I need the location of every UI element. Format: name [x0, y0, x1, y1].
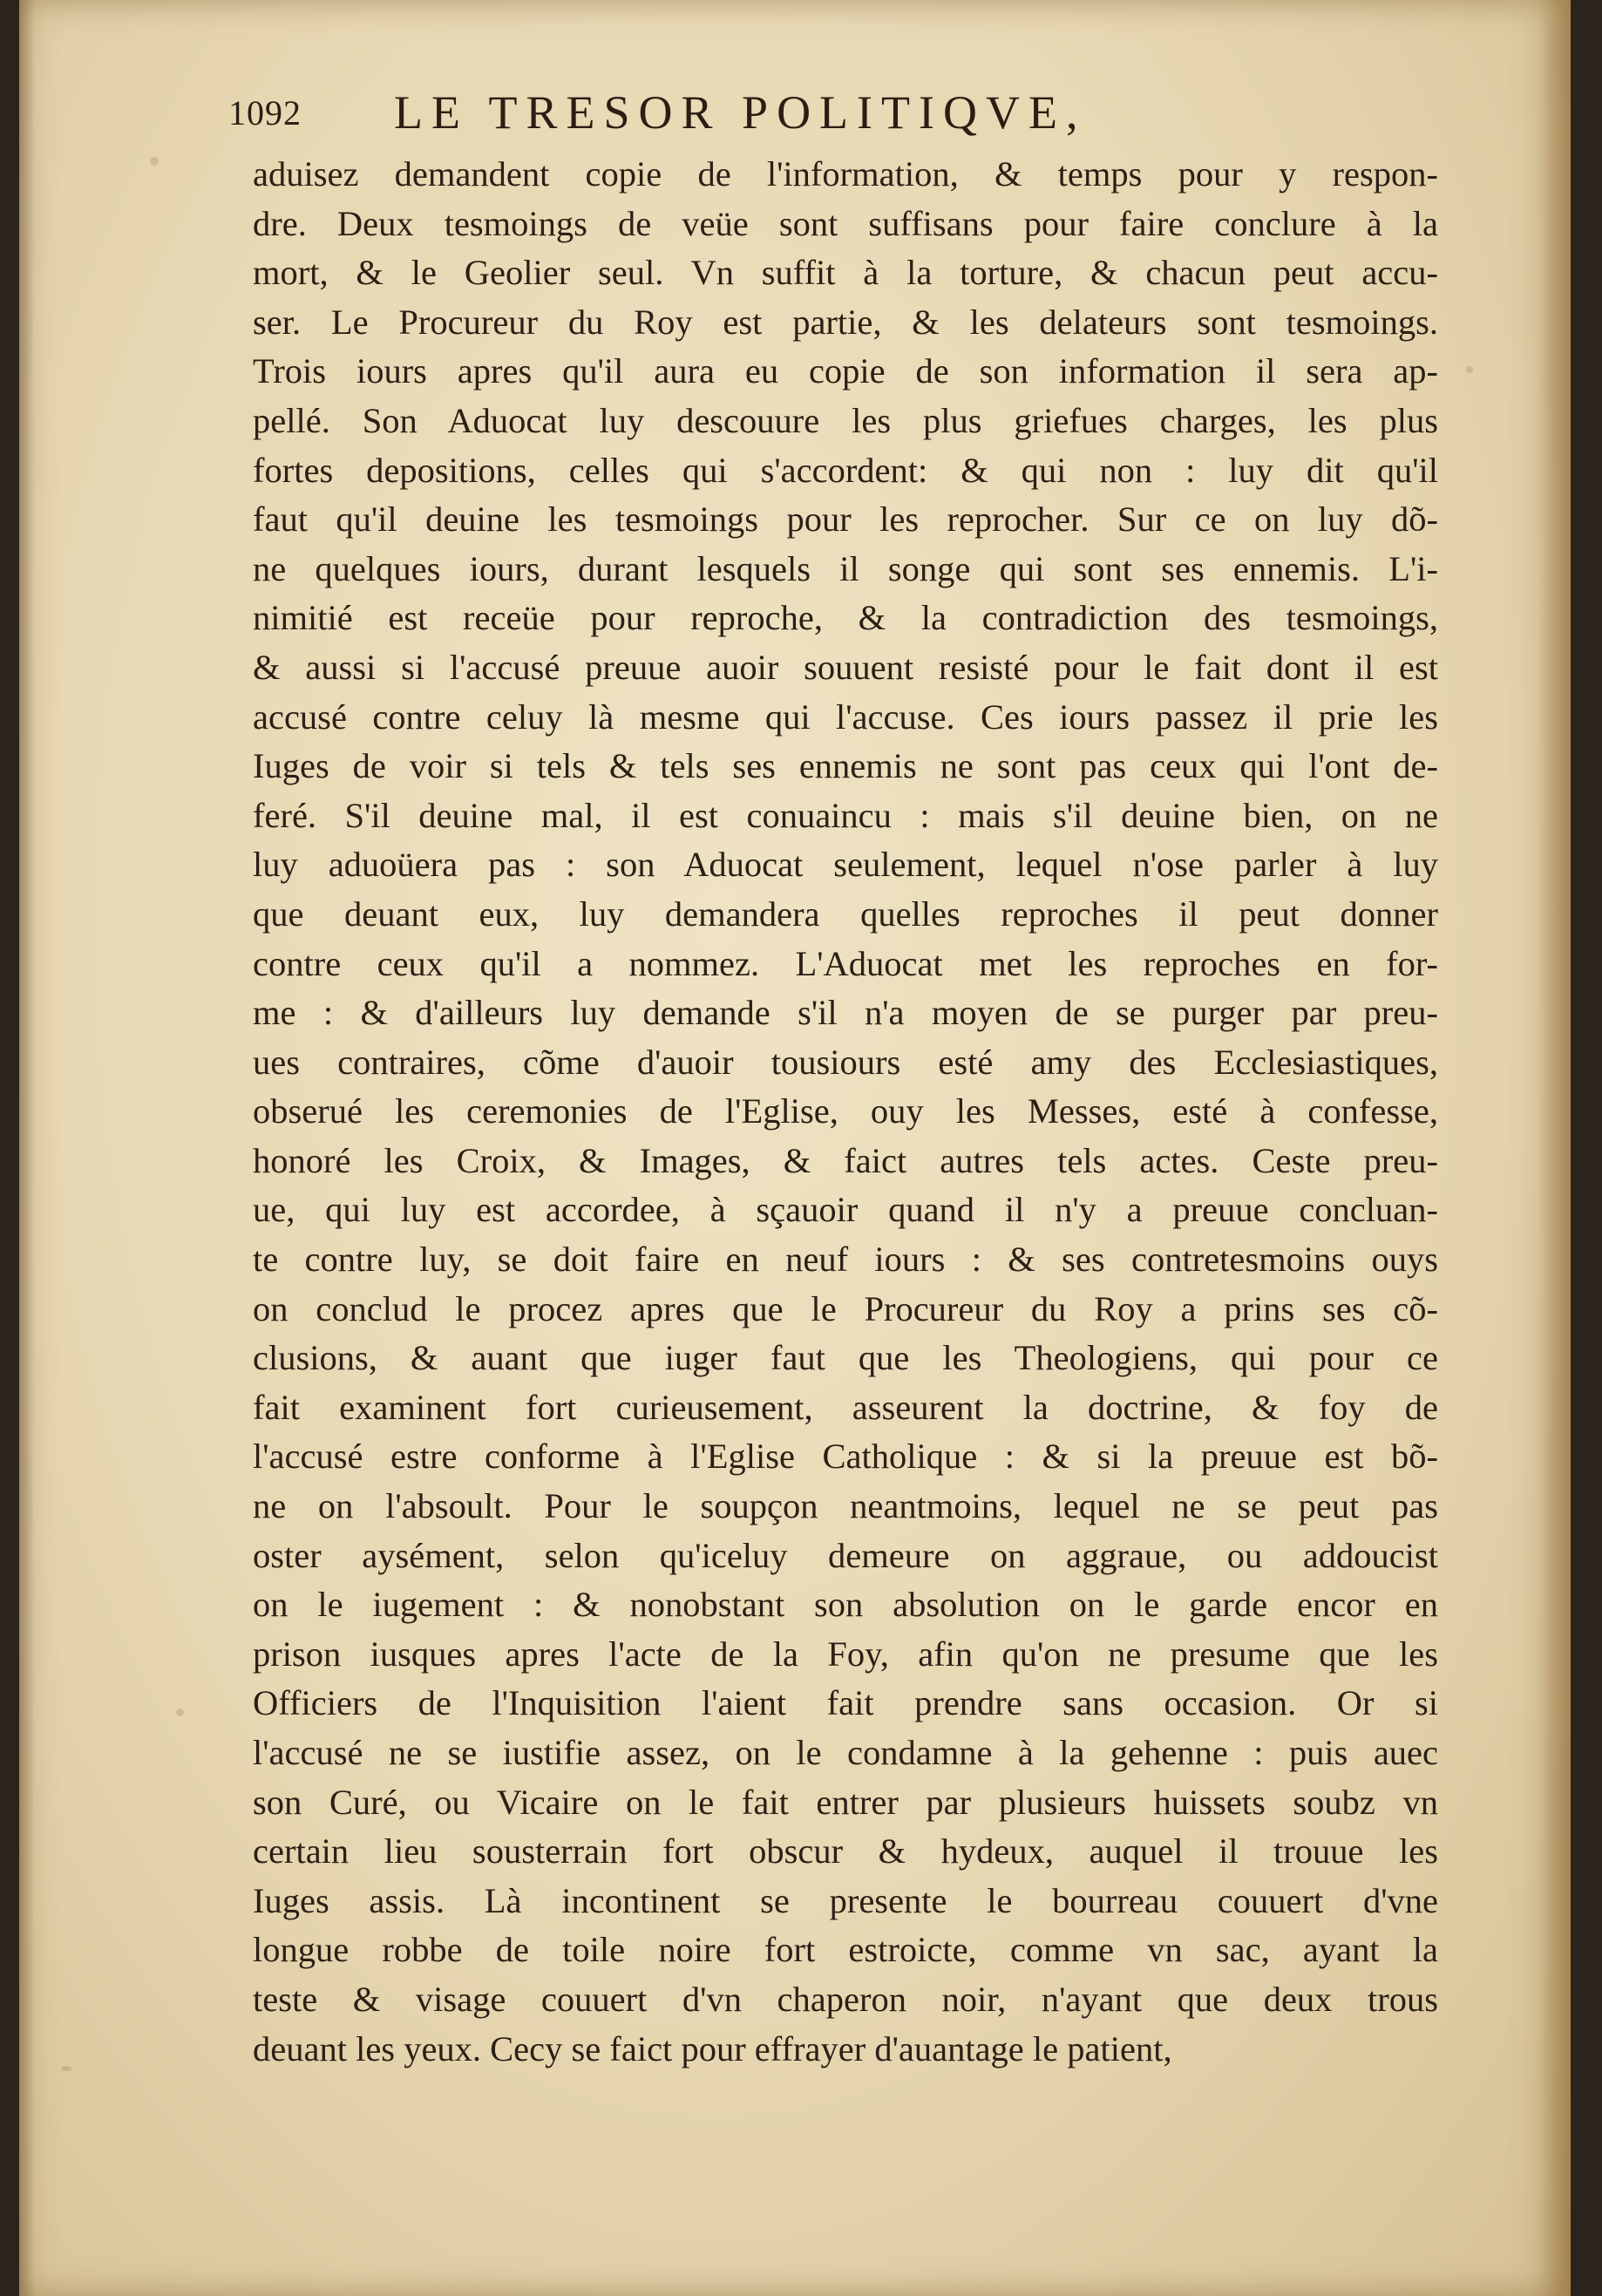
text-line: l'accusé ne se iustifie assez, on le condamne à la gehenne : puis auec — [253, 1733, 1438, 1772]
paper-stain — [1466, 366, 1473, 373]
text-line: on conclud le procez apres que le Procureur du Roy a prins ses cõ- — [253, 1288, 1438, 1328]
text-line: deuant les yeux. Cecy se faict pour effrayer d'auantage le patient, — [253, 2028, 1172, 2068]
text-line: aduisez demandent copie de l'information, & temps pour y respon- — [253, 154, 1438, 194]
text-line: feré. S'il deuine mal, il est conuaincu : mais s'il deuine bien, on ne — [253, 795, 1438, 835]
text-line: teste & visage couuert d'vn chaperon noir, n'ayant que deux trous — [253, 1979, 1438, 2019]
text-line: honoré les Croix, & Images, & faict autres tels actes. Ceste preu- — [253, 1140, 1438, 1180]
body-text — [253, 150, 1438, 2074]
text-line: Officiers de l'Inquisition l'aient fait prendre sans occasion. Or si — [253, 1683, 1438, 1723]
running-head — [228, 85, 1379, 141]
text-line: accusé contre celuy là mesme qui l'accuse. Ces iours passez il prie les — [253, 696, 1438, 737]
paper-stain — [61, 2066, 71, 2071]
text-line: ues contraires, cõme d'auoir tousiours esté amy des Ecclesiastiques, — [253, 1042, 1438, 1082]
text-line: certain lieu sousterrain fort obscur & hydeux, auquel il trouue les — [253, 1831, 1438, 1871]
text-line: contre ceux qu'il a nommez. L'Aduocat met les reproches en for- — [253, 943, 1438, 983]
page-edge-shadow — [1539, 0, 1571, 2296]
text-line: me : & d'ailleurs luy demande s'il n'a moyen de se purger par preu- — [253, 993, 1438, 1033]
text-line: ser. Le Procureur du Roy est partie, & les delateurs sont tesmoings. — [253, 302, 1438, 342]
text-line: son Curé, ou Vicaire on le fait entrer par plusieurs huissets soubz vn — [253, 1782, 1438, 1822]
text-line: clusions, & auant que iuger faut que les Theologiens, qui pour ce — [253, 1338, 1438, 1378]
running-title: LE TRESOR POLITIQVE, — [394, 86, 1087, 139]
text-line: ue, qui luy est accordee, à sçauoir quand il n'y a preuue concluan- — [253, 1190, 1438, 1230]
page-gutter-shadow — [19, 0, 35, 2296]
text-line: mort, & le Geolier seul. Vn suffit à la torture, & chacun peut accu- — [253, 253, 1438, 293]
text-line: que deuant eux, luy demandera quelles reproches il peut donner — [253, 893, 1438, 934]
text-line: longue robbe de toile noire fort estroicte, comme vn sac, ayant la — [253, 1930, 1438, 1970]
text-line: oster aysément, selon qu'iceluy demeure on aggraue, ou addoucist — [253, 1535, 1438, 1575]
text-line: ne quelques iours, durant lesquels il songe qui sont ses ennemis. L'i- — [253, 548, 1438, 588]
text-line: on le iugement : & nonobstant son absolution on le garde encor en — [253, 1585, 1438, 1625]
text-line: Iuges assis. Là incontinent se presente le bourreau couuert d'vne — [253, 1880, 1438, 1920]
text-line: l'accusé estre conforme à l'Eglise Catholique : & si la preuue est bõ- — [253, 1437, 1438, 1477]
text-line: faut qu'il deuine les tesmoings pour les reprocher. Sur ce on luy dõ- — [253, 499, 1438, 540]
text-line: obserué les ceremonies de l'Eglise, ouy les Messes, esté à confesse, — [253, 1091, 1438, 1131]
text-line: Iuges de voir si tels & tels ses ennemis ne sont pas ceux qui l'ont de- — [253, 746, 1438, 786]
text-line: fait examinent fort curieusement, asseurent la doctrine, & foy de — [253, 1387, 1438, 1427]
text-line: nimitié est receüe pour reproche, & la contradiction des tesmoings, — [253, 598, 1438, 638]
text-line: te contre luy, se doit faire en neuf iours : & ses contretesmoins ouys — [253, 1240, 1438, 1280]
text-line: fortes depositions, celles qui s'accordent: & qui non : luy dit qu'il — [253, 450, 1438, 490]
page-number: 1092 — [228, 93, 302, 132]
text-line: & aussi si l'accusé preuue auoir souuent resisté pour le fait dont il est — [253, 647, 1438, 687]
text-line: pellé. Son Aduocat luy descouure les plus griefues charges, les plus — [253, 400, 1438, 440]
paper-stain — [150, 157, 159, 166]
text-line: prison iusques apres l'acte de la Foy, afin qu'on ne presume que les — [253, 1634, 1438, 1674]
text-line: dre. Deux tesmoings de veüe sont suffisans pour faire conclure à la — [253, 203, 1438, 243]
text-line: luy aduoüera pas : son Aduocat seulement, lequel n'ose parler à luy — [253, 845, 1438, 885]
text-line: ne on l'absoult. Pour le soupçon neantmoins, lequel ne se peut pas — [253, 1486, 1438, 1526]
paper-stain — [176, 1708, 184, 1716]
text-line: Trois iours apres qu'il aura eu copie de son information il sera ap- — [253, 351, 1438, 391]
